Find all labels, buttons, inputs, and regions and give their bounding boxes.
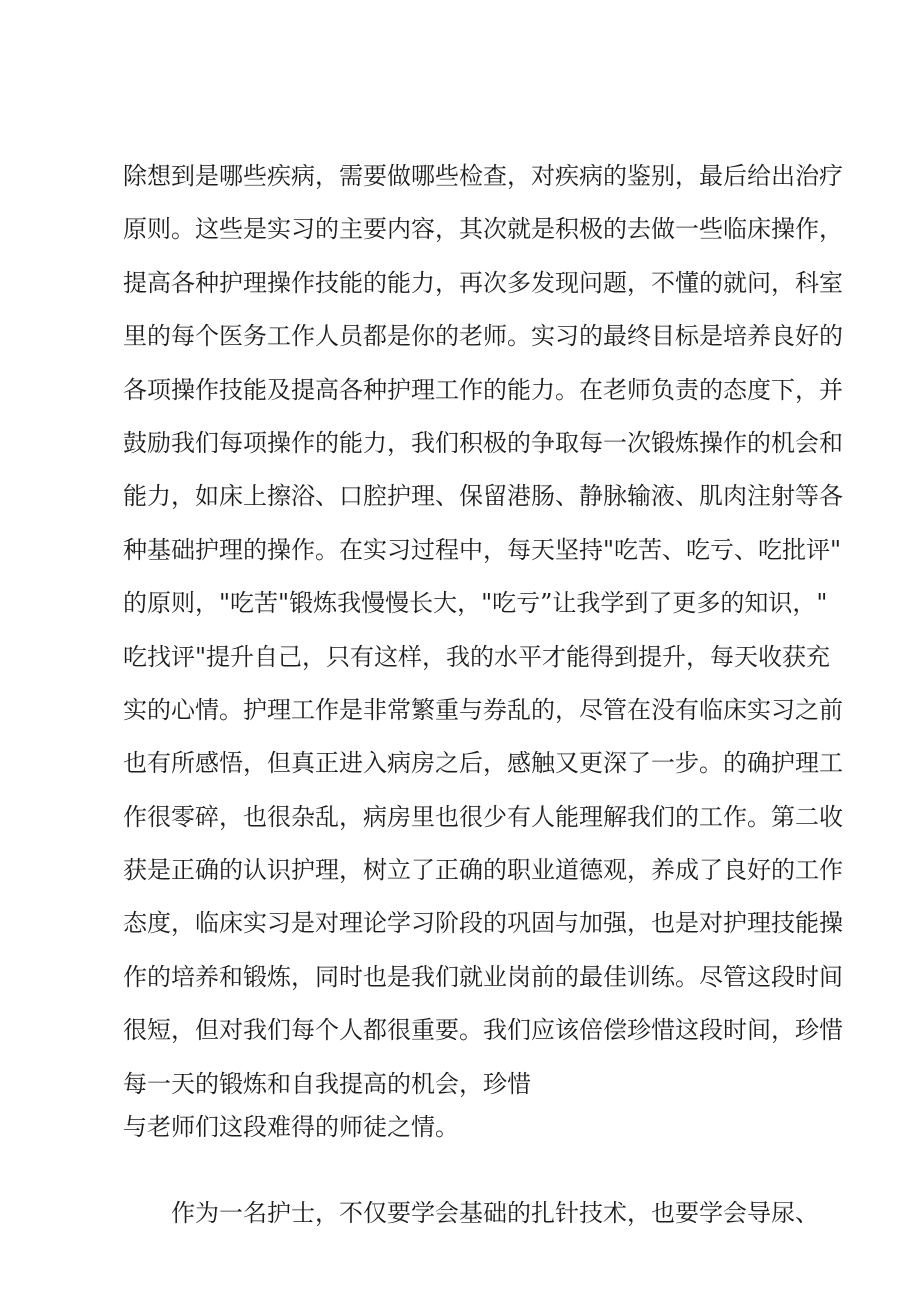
text-line: 态度，临床实习是对理论学习阶段的巩固与加强，也是对护理技能操: [123, 909, 843, 938]
text-line: 提高各种护理操作技能的能力，再次多发现问题，不懂的就问，科室: [123, 268, 843, 297]
text-line: 吃找评"提升自己，只有这样，我的水平才能得到提升，每天收获充: [123, 642, 831, 671]
text-line: 作很零碎，也很杂乱，病房里也很少有人能理解我们的工作。第二收: [123, 802, 843, 831]
text-line: 获是正确的认识护理，树立了正确的职业道德观，养成了良好的工作: [123, 856, 843, 885]
text-line: 作的培养和锻炼，同时也是我们就业岗前的最佳训练。尽管这段时间: [123, 962, 843, 991]
text-line: 的原则，"吃苦"锻炼我慢慢长大，"吃亏”让我学到了更多的知识，": [123, 589, 828, 618]
text-line: 每一天的锻炼和自我提高的机会，珍惜: [123, 1069, 531, 1098]
text-line: 种基础护理的操作。在实习过程中，每天坚持"吃苦、吃亏、吃批评": [123, 535, 842, 564]
text-line: 原则。这些是实习的主要内容，其次就是积极的去做一些临床操作，: [123, 215, 843, 244]
text-line: 除想到是哪些疾病，需要做哪些检查，对疾病的鉴别，最后给出治疗: [123, 162, 843, 190]
paragraph-gap: [123, 1143, 843, 1187]
next-paragraph-line: 作为一名护士，不仅要学会基础的扎针技术，也要学会导尿、: [171, 1199, 819, 1228]
text-line: 鼓励我们每项操作的能力，我们积极的争取每一次锻炼操作的机会和: [123, 428, 843, 457]
text-line: 各项操作技能及提高各种护理工作的能力。在老师负责的态度下，并: [123, 375, 843, 404]
text-line: 很短，但对我们每个人都很重要。我们应该倍偿珍惜这段时间，珍惜: [123, 1016, 843, 1045]
continuation-line: 与老师们这段难得的师徒之情。: [123, 1113, 459, 1142]
document-body: [123, 150, 843, 1240]
text-line: 能力，如床上擦浴、口腔护理、保留港肠、静脉输液、肌肉注射等各: [123, 482, 843, 511]
text-line: 里的每个医务工作人员都是你的老师。实习的最终目标是培养良好的: [123, 322, 843, 351]
text-line: 实的心情。护理工作是非常繁重与券乱的，尽管在没有临床实习之前: [123, 695, 843, 724]
text-line: 也有所感悟，但真正进入病房之后，感触又更深了一步。的确护理工: [123, 749, 843, 778]
